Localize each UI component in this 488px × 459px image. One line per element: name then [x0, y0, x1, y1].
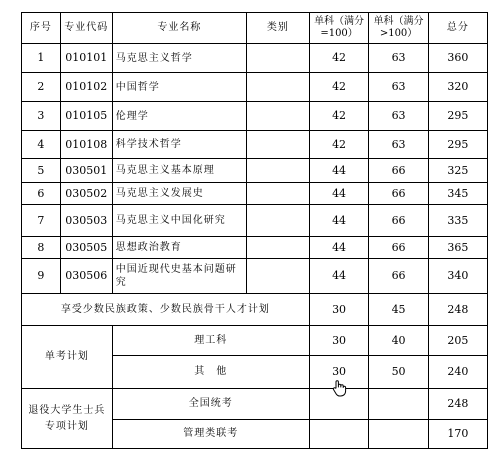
row-name: 马克思主义哲学 — [112, 44, 246, 73]
table-row — [22, 44, 488, 73]
table-row — [22, 102, 488, 131]
header-name: 专业名称 — [112, 13, 246, 44]
single-exam-single: 30 — [309, 326, 369, 356]
row-name: 科学技术哲学 — [112, 131, 246, 159]
table-row — [22, 159, 488, 183]
table-row — [22, 205, 488, 237]
row-total: 320 — [428, 73, 487, 102]
table-row — [22, 237, 488, 259]
row-single: 42 — [309, 102, 369, 131]
row-total: 295 — [428, 102, 487, 131]
row-code: 010102 — [60, 73, 112, 102]
row-name: 思想政治教育 — [112, 237, 246, 259]
row-total: 360 — [428, 44, 487, 73]
row-seq: 7 — [22, 205, 61, 237]
row-single: 44 — [309, 159, 369, 183]
header-category: 类别 — [247, 13, 310, 44]
veteran-single-gt — [369, 420, 429, 449]
row-category — [247, 44, 310, 73]
table-row — [22, 73, 488, 102]
row-single: 42 — [309, 73, 369, 102]
row-seq: 2 — [22, 73, 61, 102]
minority-single-gt: 45 — [369, 294, 429, 326]
minority-single: 30 — [309, 294, 369, 326]
row-single-gt: 63 — [369, 102, 429, 131]
single-exam-item-label: 理工科 — [112, 326, 309, 356]
row-total: 335 — [428, 205, 487, 237]
row-single: 44 — [309, 259, 369, 294]
row-seq: 9 — [22, 259, 61, 294]
row-name: 伦理学 — [112, 102, 246, 131]
row-code: 030501 — [60, 159, 112, 183]
veteran-label — [22, 389, 113, 449]
row-category — [247, 131, 310, 159]
score-table — [21, 12, 488, 449]
single-exam-total: 205 — [428, 326, 487, 356]
row-category — [247, 183, 310, 205]
veteran-item-label: 管理类联考 — [112, 420, 309, 449]
row-code: 010105 — [60, 102, 112, 131]
single-exam-label: 单考计划 — [22, 326, 113, 389]
row-code: 030502 — [60, 183, 112, 205]
minority-row — [22, 294, 488, 326]
row-seq: 6 — [22, 183, 61, 205]
row-name: 中国近现代史基本问题研究 — [112, 259, 246, 294]
row-name: 中国哲学 — [112, 73, 246, 102]
row-seq: 5 — [22, 159, 61, 183]
row-seq: 1 — [22, 44, 61, 73]
veteran-single — [309, 420, 369, 449]
table-row — [22, 131, 488, 159]
header-seq: 序号 — [22, 13, 61, 44]
row-single: 44 — [309, 183, 369, 205]
row-single-gt: 66 — [369, 259, 429, 294]
veteran-item-label: 全国统考 — [112, 389, 309, 420]
veteran-row — [22, 389, 488, 420]
row-single-gt: 66 — [369, 159, 429, 183]
single-exam-item-label: 其 他 — [112, 356, 309, 389]
single-exam-single-gt: 50 — [369, 356, 429, 389]
header-single: 单科（满分=100） — [309, 13, 369, 44]
row-seq: 4 — [22, 131, 61, 159]
header-code: 专业代码 — [60, 13, 112, 44]
single-exam-single-gt: 40 — [369, 326, 429, 356]
row-code: 010108 — [60, 131, 112, 159]
row-total: 365 — [428, 237, 487, 259]
row-category — [247, 205, 310, 237]
veteran-single-gt — [369, 389, 429, 420]
row-single: 44 — [309, 237, 369, 259]
row-total: 340 — [428, 259, 487, 294]
row-single: 44 — [309, 205, 369, 237]
row-single-gt: 66 — [369, 183, 429, 205]
row-single-gt: 63 — [369, 131, 429, 159]
row-category — [247, 237, 310, 259]
row-single-gt: 63 — [369, 44, 429, 73]
veteran-total: 248 — [428, 389, 487, 420]
row-single-gt: 63 — [369, 73, 429, 102]
row-name: 马克思主义中国化研究 — [112, 205, 246, 237]
table-row — [22, 183, 488, 205]
row-category — [247, 259, 310, 294]
table-row — [22, 259, 488, 294]
row-code: 030506 — [60, 259, 112, 294]
row-total: 295 — [428, 131, 487, 159]
row-code: 030505 — [60, 237, 112, 259]
row-category — [247, 102, 310, 131]
row-seq: 3 — [22, 102, 61, 131]
row-total: 325 — [428, 159, 487, 183]
single-exam-total: 240 — [428, 356, 487, 389]
hand-pointer-icon — [331, 379, 349, 397]
row-code: 010101 — [60, 44, 112, 73]
row-name: 马克思主义发展史 — [112, 183, 246, 205]
single-exam-row — [22, 326, 488, 356]
row-category — [247, 73, 310, 102]
veteran-total: 170 — [428, 420, 487, 449]
header-single-gt: 单科（满分>100） — [369, 13, 429, 44]
minority-total: 248 — [428, 294, 487, 326]
row-single-gt: 66 — [369, 205, 429, 237]
row-seq: 8 — [22, 237, 61, 259]
header-row — [22, 13, 488, 44]
row-total: 345 — [428, 183, 487, 205]
header-total: 总分 — [428, 13, 487, 44]
row-single: 42 — [309, 44, 369, 73]
row-single: 42 — [309, 131, 369, 159]
row-name: 马克思主义基本原理 — [112, 159, 246, 183]
single-exam-single: 30 — [309, 356, 369, 389]
row-code: 030503 — [60, 205, 112, 237]
row-category — [247, 159, 310, 183]
row-single-gt: 66 — [369, 237, 429, 259]
minority-label: 享受少数民族政策、少数民族骨干人才计划 — [22, 294, 310, 326]
veteran-label-text: 退役大学生士兵专项计划 — [28, 404, 106, 432]
